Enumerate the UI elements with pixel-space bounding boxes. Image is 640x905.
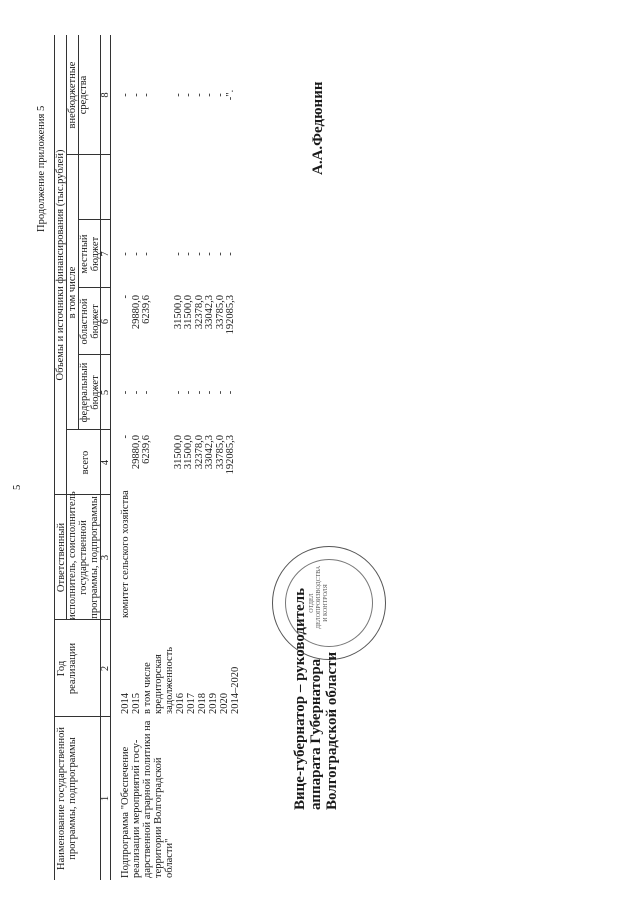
header-local: местный бюджет [79,234,101,274]
offbudget-column: - - - - - - - - -". [120,89,236,101]
local-column: - - - - - - - - - [120,252,236,256]
col-num-3: 3 [100,554,111,561]
col-num-5: 5 [100,389,111,396]
col-num-6: 6 [100,318,111,325]
header-responsible: Ответственный исполнитель, соисполнитель государственной программы, подпрограммы [56,491,100,620]
header-regional: областной бюджет [79,298,101,345]
col-num-8: 8 [100,92,111,98]
header-offbudget: внебюджетные средства [67,61,89,129]
federal-column: - - - - - - - - - [120,390,236,395]
totals-column: - 29880,0 6239,6 31500,0 31500,0 32378,0 33042,3 33785,0 192085,3 [120,435,236,475]
appendix-continuation: Продолжение приложения 5 [36,105,47,232]
page-number: 5 [12,484,23,490]
col-num-4: 4 [100,459,111,466]
stamp-core-text: ОТДЕЛ ДЕЛОПРОИЗВОДСТВА И КОНТРОЛЯ [309,565,329,629]
header-funding: Объемы и источники финансирования (тыс.рублей) [55,149,66,381]
header-federal: федеральный бюджет [79,362,101,423]
col-num-7: 7 [100,251,111,257]
col-num-1: 1 [100,795,111,802]
header-program-name: Наименование государственной программы, подпрограммы [56,727,78,870]
responsible-executor: комитет сельского хозяйства [120,490,131,618]
program-name: Подпрограмма "Обеспечение реализации мероприятий госу- дарственной аграрной политики на территории Волгоградской области" [120,720,175,878]
signature-name: А.А.Федюнин [310,81,326,175]
years-column: 2014 2015 в том числе кредиторская задолженность 2016 2017 2018 2019 2020 2014–2020 [120,646,241,714]
regional-column: - 29880,0 6239,6 31500,0 31500,0 32378,0 33042,3 33785,0 192085,3 [120,295,236,335]
header-total: всего [80,450,91,475]
signature-title: Вице-губернатор – руководитель аппарата Губернатора Волгоградской области [292,587,340,810]
rotated-page [10,35,590,880]
header-year: Год реализации [56,642,78,695]
col-num-2: 2 [100,665,111,672]
header-including: в том числе [67,266,78,319]
